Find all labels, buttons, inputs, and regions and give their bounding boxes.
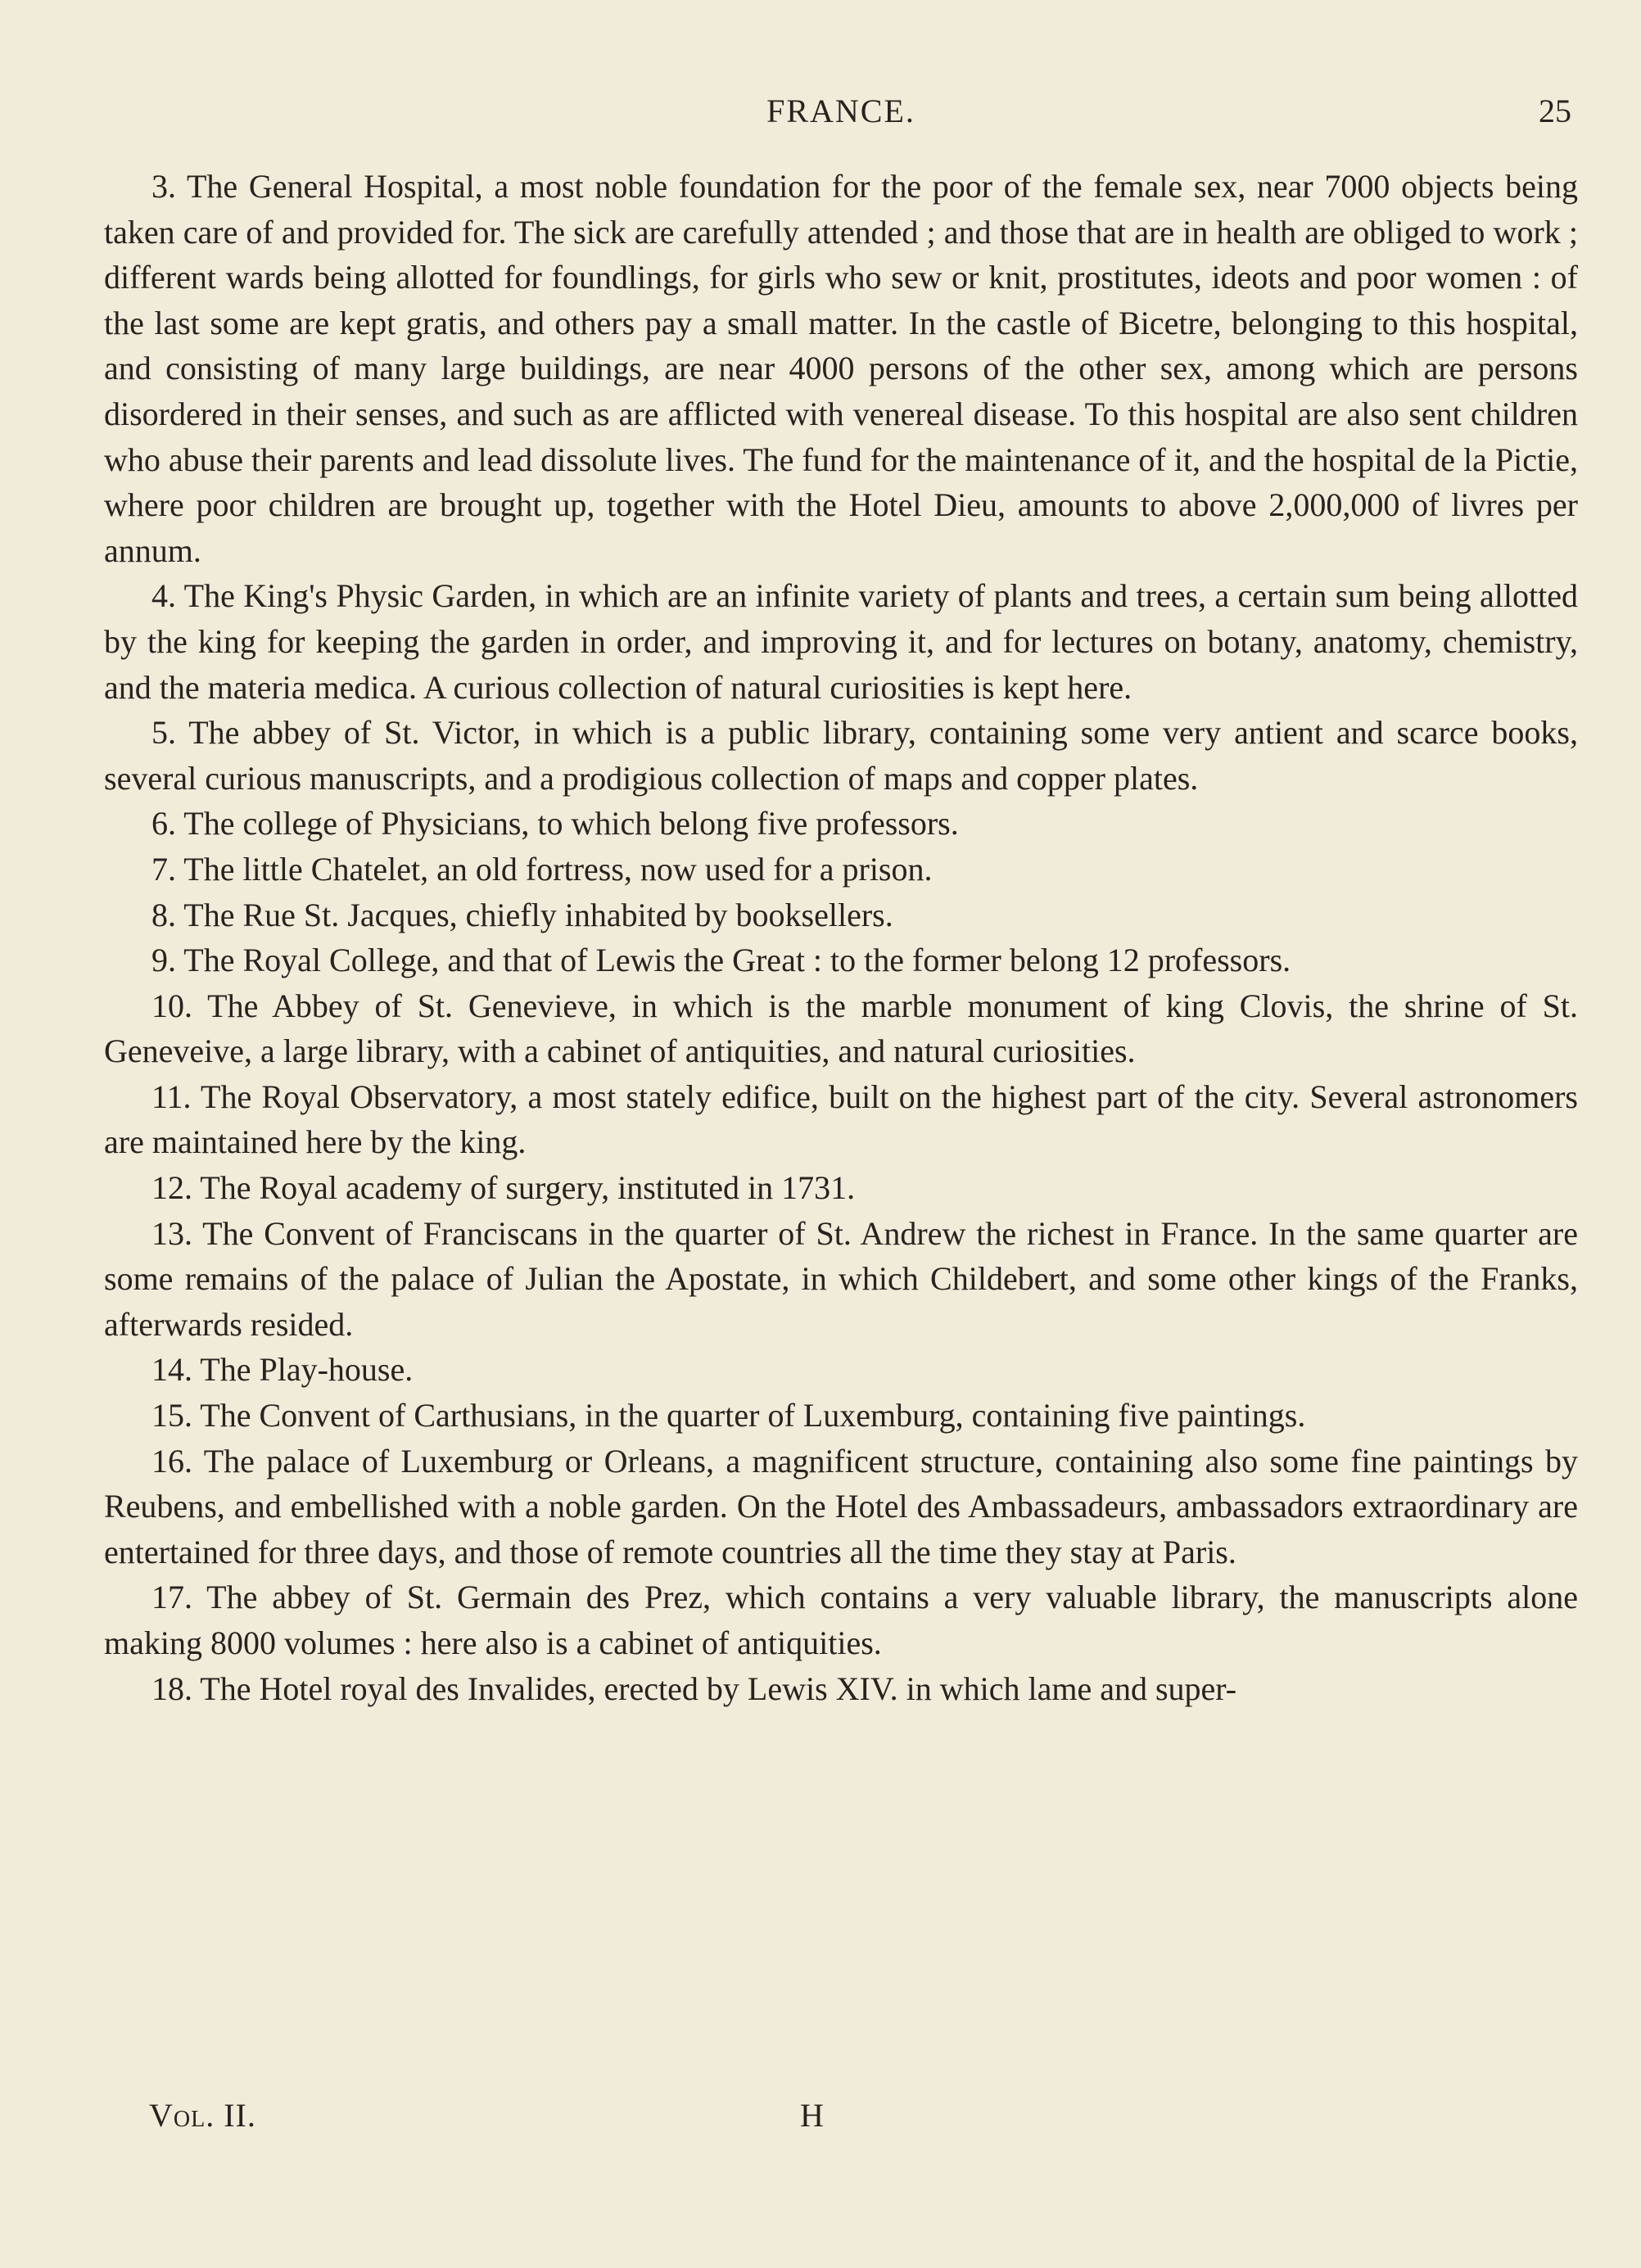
- paragraph-13: 13. The Convent of Franciscans in the quarter of St. Andrew the richest in France. In the same quarter are some remains of the palace of Julian the Apostate, in which Childebert, and some other kings of the Franks, afterwards resided.: [104, 1214, 1578, 1343]
- paragraph-5: 5. The abbey of St. Victor, in which is a public library, containing some very antient and scarce books, several curious manuscripts, and a prodigious collection of maps and copper plates.: [104, 714, 1578, 797]
- running-head: [104, 92, 1578, 141]
- paragraph-11: 11. The Royal Observatory, a most stately edifice, built on the highest part of the city. Several astronomers are maintained here by the king.: [104, 1078, 1578, 1161]
- page-number: 25: [1539, 93, 1571, 129]
- volume-label: Vol. II.: [149, 2097, 256, 2134]
- paragraph-17: 17. The abbey of St. Germain des Prez, which contains a very valuable library, the manuscripts alone making 8000 volumes : here also is a cabinet of antiquities.: [104, 1579, 1578, 1661]
- paragraph-18: 18. The Hotel royal des Invalides, erected by Lewis XIV. in which lame and super-: [151, 1669, 1237, 1707]
- paragraph-12: 12. The Royal academy of surgery, instituted in 1731.: [151, 1169, 856, 1207]
- page-title: FRANCE.: [766, 93, 915, 129]
- paragraph-4: 4. The King's Physic Garden, in which are an infinite variety of plants and trees, a certain sum being allotted by the king for keeping the garden in order, and improving it, and for lectures on botany, anatomy, chemistry, and the materia medica. A curious collection of natural curiosities is kept here.: [104, 577, 1578, 706]
- paragraph-6: 6. The college of Physicians, to which belong five professors.: [151, 805, 959, 843]
- paragraph-16: 16. The palace of Luxemburg or Orleans, a magnificent structure, containing also some fine paintings by Reubens, and embellished with a noble garden. On the Hotel des Ambassadeurs, ambassadors extraordinary are entertained for three days, and those of remote countries all the time they stay at Paris.: [104, 1442, 1578, 1570]
- paragraph-14: 14. The Play-house.: [151, 1351, 414, 1389]
- paragraph-15: 15. The Convent of Carthusians, in the quarter of Luxemburg, containing five paintings.: [151, 1397, 1306, 1434]
- paragraph-9: 9. The Royal College, and that of Lewis the Great : to the former belong 12 professors.: [151, 942, 1291, 979]
- page-footer: [149, 2096, 1541, 2145]
- paragraph-8: 8. The Rue St. Jacques, chiefly inhabited by booksellers.: [151, 896, 893, 933]
- paragraph-7: 7. The little Chatelet, an old fortress, now used for a prison.: [151, 850, 933, 888]
- paragraph-3: 3. The General Hospital, a most noble foundation for the poor of the female sex, near 7000 objects being taken care of and provided for. The sick are carefully attended ; and those that are in health are obliged to work ; different wards being allotted for foundlings, for girls who sew or knit, prostitutes, ideots and poor women : of the last some are kept gratis, and others pay a small matter. In the castle of Bicetre, belonging to this hospital, and consisting of many large buildings, are near 4000 persons of the other sex, among which are persons disordered in their senses, and such as are afflicted with venereal disease. To this hospital are also sent children who abuse their parents and lead dissolute lives. The fund for the maintenance of it, and the hospital de la Pictie, where poor children are brought up, together with the Hotel Dieu, amounts to above 2,000,000 of livres per annum.: [104, 168, 1578, 569]
- signature-mark: H: [800, 2097, 824, 2134]
- paragraph-10: 10. The Abbey of St. Genevieve, in which is the marble monument of king Clovis, the shrine of St. Geneveive, a large library, with a cabinet of antiquities, and natural curiosities.: [104, 987, 1578, 1070]
- body-text: [104, 164, 1578, 1711]
